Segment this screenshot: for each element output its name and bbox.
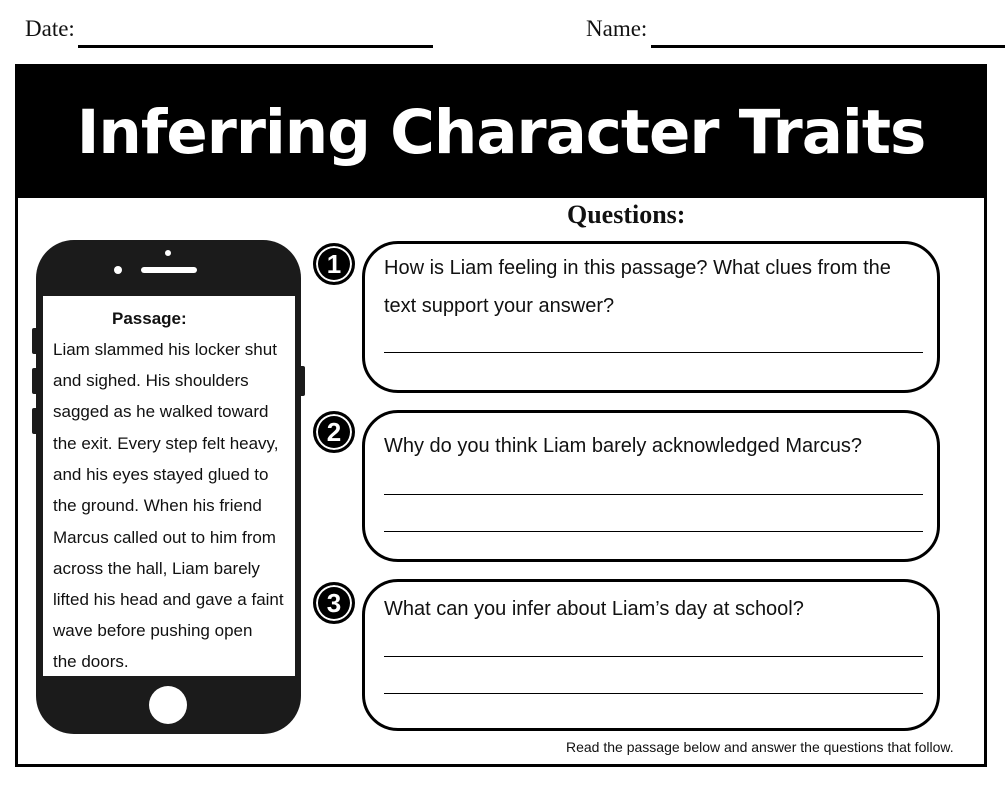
passage-line: and sighed. His shoulders [53, 371, 249, 390]
answer-line[interactable] [384, 656, 923, 657]
date-field[interactable] [78, 45, 433, 48]
phone-sensor-icon [114, 266, 122, 274]
phone-side-button [32, 368, 38, 394]
answer-line[interactable] [384, 494, 923, 495]
passage-line: Marcus called out to him from [53, 528, 276, 547]
passage-line: the doors. [53, 652, 129, 671]
questions-heading: Questions: [567, 200, 686, 229]
question-number-badge: 2 [313, 411, 355, 453]
question-3-text: What can you infer about Liam’s day at school? [384, 598, 804, 620]
phone-power-button [299, 366, 305, 396]
phone-camera-icon [165, 250, 171, 256]
question-2-text: Why do you think Liam barely acknowledged Marcus? [384, 435, 863, 457]
name-field[interactable] [651, 45, 1005, 48]
question-number-badge: 1 [313, 243, 355, 285]
passage-line: wave before pushing open [53, 621, 253, 640]
phone-side-button [32, 328, 38, 354]
question-1-text: How is Liam feeling in this passage? What clues from the [384, 257, 891, 279]
instructions-text: Read the passage below and answer the questions that follow. [566, 739, 954, 755]
worksheet-title: Inferring Character Traits [18, 67, 984, 198]
name-label: Name: [586, 16, 648, 41]
passage-line: the exit. Every step felt heavy, [53, 434, 279, 453]
phone-side-button [32, 408, 38, 434]
phone-home-button-icon [149, 686, 187, 724]
passage-line: Liam slammed his locker shut [53, 340, 277, 359]
question-number-badge: 3 [313, 582, 355, 624]
passage-heading: Passage: [112, 309, 187, 328]
passage-line: and his eyes stayed glued to [53, 465, 269, 484]
passage-line: lifted his head and gave a faint [53, 590, 284, 609]
passage-line: the ground. When his friend [53, 496, 262, 515]
answer-line[interactable] [384, 693, 923, 694]
passage-line: across the hall, Liam barely [53, 559, 260, 578]
answer-line[interactable] [384, 352, 923, 353]
date-label: Date: [25, 16, 75, 41]
phone-speaker-icon [141, 267, 197, 273]
question-1-text: text support your answer? [384, 295, 615, 317]
passage-line: sagged as he walked toward [53, 402, 269, 421]
answer-line[interactable] [384, 531, 923, 532]
question-card-2 [362, 410, 940, 562]
